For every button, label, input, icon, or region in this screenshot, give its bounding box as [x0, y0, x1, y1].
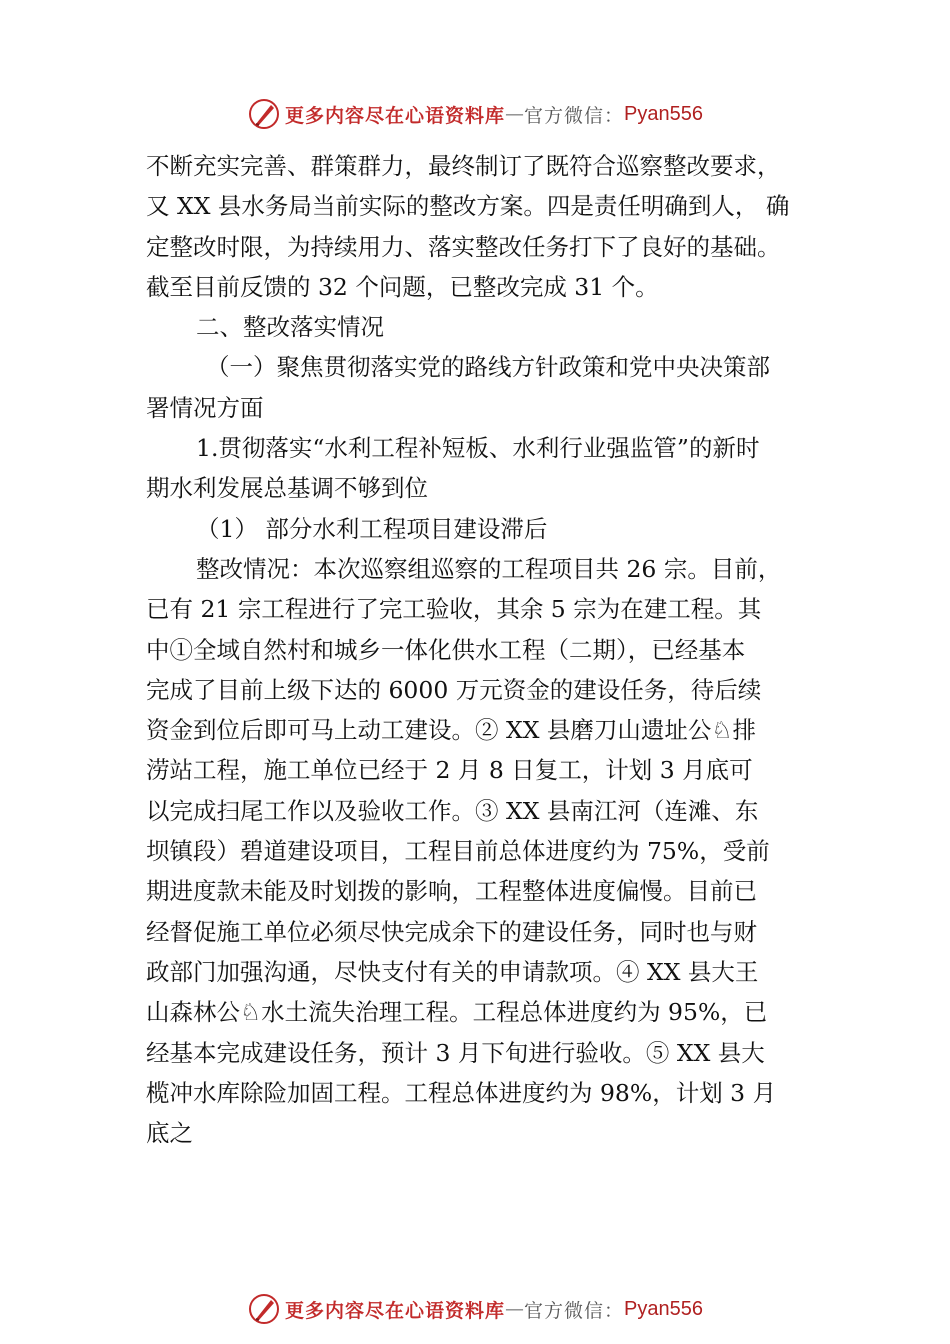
text-line: 经督促施工单位必须尽快完成余下的建设任务，同时也与财 — [146, 917, 757, 946]
document-body — [146, 146, 826, 1153]
text-line: 期进度款未能及时划拨的影响，工程整体进度偏慢。目前已 — [146, 877, 757, 906]
text-line: 山森林公♘水土流失治理工程。工程总体进度约为 95%，已 — [146, 998, 768, 1027]
header-account: Pyan556 — [624, 102, 703, 125]
text-line: 资金到位后即可马上动工建设。② XX 县磨刀山遗址公♘排 — [146, 716, 756, 745]
header-banner — [0, 96, 950, 132]
subitem-heading: （1） 部分水利工程项目建设滞后 — [196, 514, 548, 543]
text-line: 以完成扫尾工作以及验收工作。③ XX 县南江河（连滩、东 — [146, 796, 759, 825]
text-line: 完成了目前上级下达的 6000 万元资金的建设任务，待后续 — [146, 675, 762, 704]
subsection-heading: （一）聚焦贯彻落实党的路线方针政策和党中央决策部 — [206, 353, 770, 382]
header-separator: — — [505, 103, 525, 125]
text-line: 经基本完成建设任务，预计 3 月下旬进行验收。⑤ XX 县大 — [146, 1038, 765, 1067]
header-wechat-label: 官方微信： — [524, 104, 625, 127]
text-line: 政部门加强沟通，尽快支付有关的申请款项。④ XX 县大王 — [146, 957, 759, 986]
text-line: 又 XX 县水务局当前实际的整改方案。四是责任明确到人， 确 — [146, 192, 790, 221]
footer-account: Pyan556 — [624, 1297, 703, 1320]
header-brand: 更多内容尽在心语资料库 — [285, 104, 506, 127]
text-line: 坝镇段）碧道建设项目，工程目前总体进度约为 75%，受前 — [146, 837, 770, 866]
text-line: 整改情况：本次巡察组巡察的工程项目共 26 宗。目前， — [196, 554, 782, 583]
footer-separator: — — [505, 1298, 525, 1320]
text-line: 不断充实完善、群策群力，最终制订了既符合巡察整改要求， — [146, 152, 781, 180]
item-heading: 1.贯彻落实“水利工程补短板、水利行业强监管”的新时 — [196, 434, 760, 463]
quill-logo-icon — [247, 97, 281, 131]
footer-banner — [0, 1291, 950, 1327]
footer-wechat-label: 官方微信： — [524, 1299, 625, 1322]
text-line: 涝站工程，施工单位已经于 2 月 8 日复工，计划 3 月底可 — [146, 756, 753, 785]
text-line: 中①全域自然村和城乡一体化供水工程（二期），已经基本 — [146, 635, 746, 664]
text-line: 底之 — [146, 1119, 193, 1148]
section-heading: 二、整改落实情况 — [196, 313, 384, 342]
text-line: 榄冲水库除险加固工程。工程总体进度约为 98%，计划 3 月 — [146, 1078, 777, 1107]
text-line: 定整改时限，为持续用力、落实整改任务打下了良好的基础。 — [146, 232, 781, 261]
text-line: 已有 21 宗工程进行了完工验收，其余 5 宗为在建工程。其 — [146, 595, 762, 624]
text-line: 截至目前反馈的 32 个问题，已整改完成 31 个。 — [146, 272, 659, 301]
subsection-heading-cont: 署情况方面 — [146, 393, 264, 422]
footer-brand: 更多内容尽在心语资料库 — [285, 1299, 506, 1322]
quill-logo-icon — [247, 1292, 281, 1326]
item-heading-cont: 期水利发展总基调不够到位 — [146, 474, 428, 503]
